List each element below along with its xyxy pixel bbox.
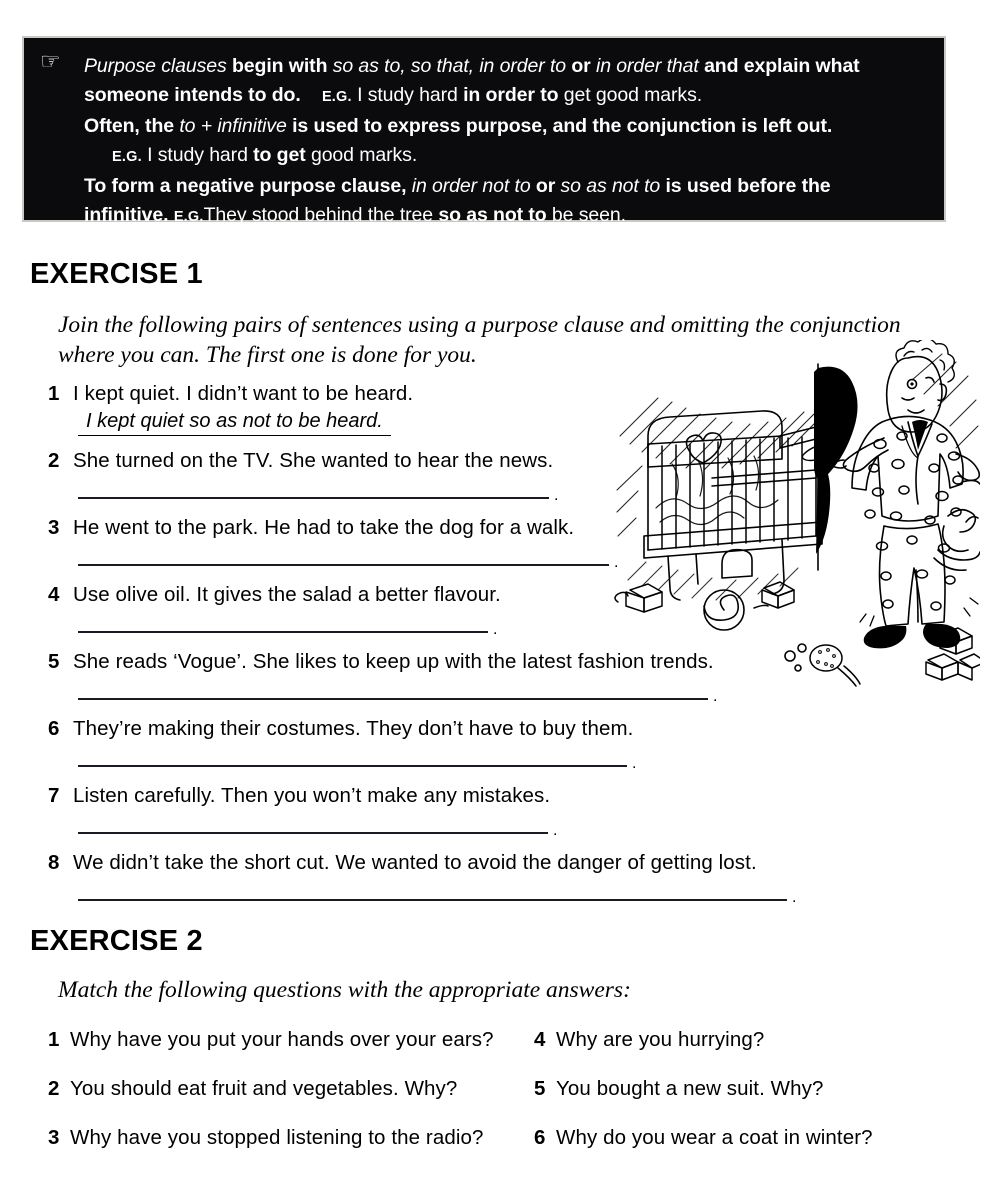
exercise-2-row <box>48 1028 948 1077</box>
grammar-text-run: so as to, so that, in order to <box>332 55 572 77</box>
exercise-2-question[interactable] <box>534 1028 764 1052</box>
grammar-text-run: I study hard <box>141 144 254 166</box>
grammar-text-run: so as not to <box>560 175 666 197</box>
grammar-text-run: infinitive. <box>84 204 174 226</box>
grammar-rule-box <box>22 36 946 226</box>
question-number: 2 <box>48 1077 60 1100</box>
grammar-text-run <box>301 84 322 106</box>
question-text: Why are you hurrying? <box>556 1028 765 1051</box>
item-prompt-text: She reads ‘Vogue’. She likes to keep up with the latest fashion trends. <box>73 650 714 673</box>
item-prompt-text: Use olive oil. It gives the salad a better flavour. <box>73 583 501 606</box>
grammar-rule-line <box>38 141 928 172</box>
grammar-text-run: to get <box>253 144 306 166</box>
grammar-rule-line <box>38 201 928 232</box>
exercise-1-item <box>48 650 928 717</box>
answer-blank-line[interactable] <box>78 698 708 700</box>
full-stop-mark: . <box>632 755 637 772</box>
exercise-2-question[interactable] <box>534 1126 873 1150</box>
grammar-text-run: or <box>571 55 596 77</box>
grammar-text-run: in order that <box>595 55 705 77</box>
full-stop-mark: . <box>554 487 559 504</box>
grammar-text-run: E.G. <box>321 89 352 105</box>
grammar-text-run: Often, the <box>84 115 180 137</box>
grammar-text-run: so as not to <box>438 204 547 226</box>
item-prompt-text: He went to the park. He had to take the dog for a walk. <box>73 516 575 539</box>
grammar-text-run: is used before the <box>665 175 831 197</box>
full-stop-mark: . <box>792 889 797 906</box>
exercise-1-item <box>48 851 928 918</box>
grammar-text-run: and explain what <box>704 55 860 77</box>
exercise-1-item <box>48 449 928 516</box>
full-stop-mark: . <box>713 688 718 705</box>
answer-blank-line[interactable] <box>78 564 609 566</box>
item-number: 5 <box>48 650 60 673</box>
answer-blank-line[interactable] <box>78 631 488 633</box>
question-number: 5 <box>534 1077 546 1100</box>
item-prompt-text: They’re making their costumes. They don’t have to buy them. <box>73 717 634 740</box>
grammar-text-run: E.G. <box>173 209 204 225</box>
grammar-rule-line <box>38 81 928 112</box>
grammar-text-run: in order to <box>463 84 559 106</box>
question-text: You bought a new suit. Why? <box>556 1077 824 1100</box>
grammar-text-run: I study hard <box>351 84 464 106</box>
grammar-rule-line <box>38 49 928 81</box>
question-number: 1 <box>48 1028 60 1051</box>
exercise-2-question[interactable] <box>48 1028 494 1052</box>
exercise-2-question-grid <box>48 1028 948 1175</box>
question-text: Why have you put your hands over your ears? <box>70 1028 494 1051</box>
item-number: 8 <box>48 851 60 874</box>
item-number: 7 <box>48 784 60 807</box>
grammar-text-run: to + infinitive <box>179 115 293 137</box>
item-number: 3 <box>48 516 60 539</box>
grammar-text-run: good marks. <box>305 144 418 166</box>
full-stop-mark: . <box>553 822 558 839</box>
question-number: 4 <box>534 1028 546 1051</box>
exercise-1-item <box>48 516 928 583</box>
grammar-rule-line <box>38 172 928 201</box>
exercise-1-item <box>48 382 928 449</box>
answer-blank-line[interactable] <box>78 497 549 499</box>
pointing-hand-icon: ☞ <box>40 49 61 75</box>
question-number: 3 <box>48 1126 60 1149</box>
exercise-2-heading: EXERCISE 2 <box>30 925 203 957</box>
grammar-text-run: To form a negative purpose clause, <box>84 175 412 197</box>
grammar-text-run: or <box>535 175 561 197</box>
exercise-2-row <box>48 1077 948 1126</box>
item-number: 1 <box>48 382 60 405</box>
answer-blank-line[interactable] <box>78 765 627 767</box>
grammar-text-run: in order not to <box>411 175 536 197</box>
item-number: 2 <box>48 449 60 472</box>
grammar-text-run: E.G. <box>112 149 142 165</box>
exercise-2-question[interactable] <box>48 1077 457 1101</box>
exercise-1-item-list <box>48 382 928 918</box>
exercise-2-instructions: Match the following questions with the appropriate answers: <box>58 977 631 1003</box>
grammar-text-run: begin with <box>231 55 333 77</box>
exercise-1-instructions: Join the following pairs of sentences using a purpose clause and omitting the conjunction where you can. The first one is done for you. <box>58 312 901 368</box>
exercise-2-question[interactable] <box>534 1077 823 1101</box>
exercise-2-row <box>48 1126 948 1175</box>
exercise-2-question[interactable] <box>48 1126 484 1150</box>
exercise-1-item <box>48 583 928 650</box>
full-stop-mark: . <box>493 621 498 638</box>
question-text: Why do you wear a coat in winter? <box>556 1126 873 1149</box>
answer-blank-line[interactable] <box>78 832 548 834</box>
grammar-text-run: be seen. <box>546 204 626 226</box>
grammar-text-run: get good marks. <box>558 84 703 106</box>
answer-blank-line[interactable] <box>78 899 787 901</box>
item-number: 6 <box>48 717 60 740</box>
sample-answer: I kept quiet so as not to be heard. <box>78 409 391 436</box>
grammar-rule-lines <box>38 49 928 232</box>
item-prompt-text: I kept quiet. I didn’t want to be heard. <box>73 382 414 405</box>
exercise-1-heading: EXERCISE 1 <box>30 258 203 290</box>
grammar-rule-line <box>38 112 928 141</box>
item-prompt-text: She turned on the TV. She wanted to hear the news. <box>73 449 554 472</box>
grammar-text-run: someone intends to do. <box>84 84 301 106</box>
grammar-text-run: They stood behind the tree <box>203 204 439 226</box>
exercise-1-item <box>48 717 928 784</box>
grammar-text-run: Purpose clauses <box>84 55 232 77</box>
item-prompt-text: We didn’t take the short cut. We wanted to avoid the danger of getting lost. <box>73 851 757 874</box>
question-text: Why have you stopped listening to the radio? <box>70 1126 484 1149</box>
full-stop-mark: . <box>614 554 619 571</box>
item-prompt-text: Listen carefully. Then you won’t make any mistakes. <box>73 784 551 807</box>
exercise-1-item <box>48 784 928 851</box>
question-number: 6 <box>534 1126 546 1149</box>
item-number: 4 <box>48 583 60 606</box>
question-text: You should eat fruit and vegetables. Why? <box>70 1077 458 1100</box>
grammar-text-run: is used to express purpose, and the conjunction is left out. <box>292 115 833 137</box>
